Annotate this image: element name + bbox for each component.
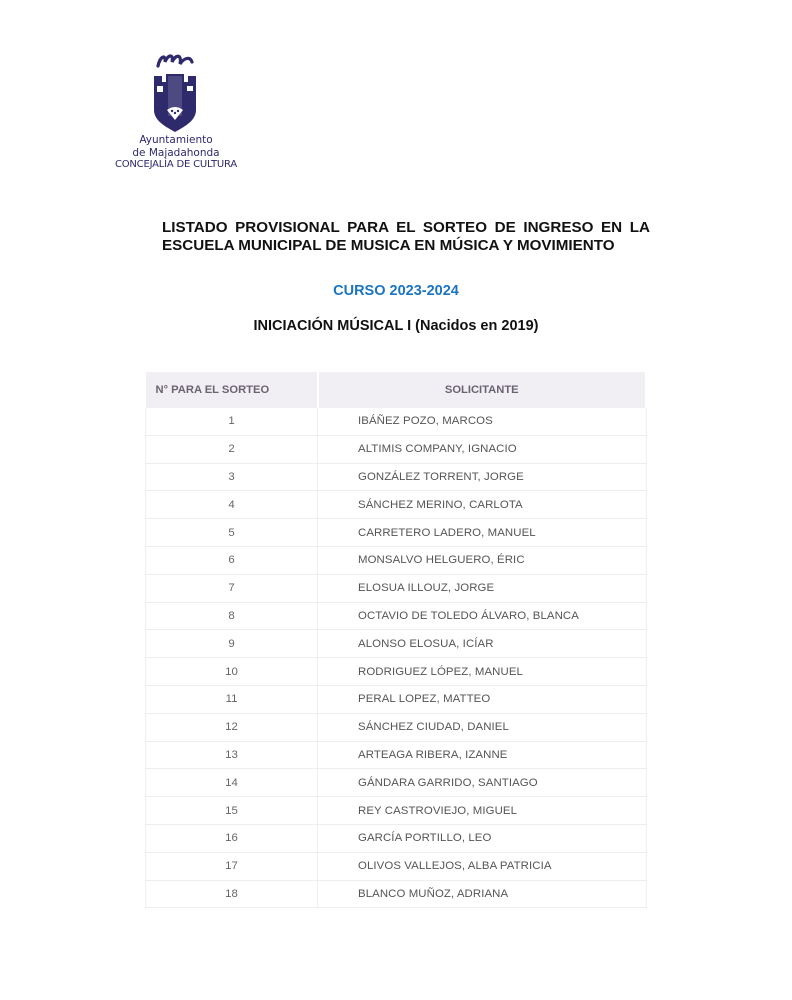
table-row bbox=[146, 546, 647, 574]
draw-number: 18 bbox=[146, 880, 318, 908]
applicant-name: OLIVOS VALLEJOS, ALBA PATRICIA bbox=[318, 852, 647, 880]
applicant-name: OCTAVIO DE TOLEDO ÁLVARO, BLANCA bbox=[318, 602, 647, 630]
applicant-name: ALONSO ELOSUA, ICÍAR bbox=[318, 630, 647, 658]
table-row bbox=[146, 685, 647, 713]
logo bbox=[108, 50, 244, 175]
table-row bbox=[146, 630, 647, 658]
table-row bbox=[146, 602, 647, 630]
applicant-name: GARCÍA PORTILLO, LEO bbox=[318, 824, 647, 852]
title-line-1: LISTADO PROVISIONAL PARA EL SORTEO DE INGRESO EN LA bbox=[162, 219, 650, 236]
table-row bbox=[146, 435, 647, 463]
table-row bbox=[146, 408, 647, 435]
draw-number: 4 bbox=[146, 491, 318, 519]
table-row bbox=[146, 741, 647, 769]
applicant-name: RODRIGUEZ LÓPEZ, MANUEL bbox=[318, 658, 647, 686]
table-row bbox=[146, 852, 647, 880]
table-row bbox=[146, 797, 647, 825]
logo-text bbox=[108, 134, 244, 172]
applicant-name: PERAL LOPEZ, MATTEO bbox=[318, 685, 647, 713]
table-row bbox=[146, 880, 647, 908]
applicant-name: CARRETERO LADERO, MANUEL bbox=[318, 519, 647, 547]
table-row bbox=[146, 519, 647, 547]
draw-number: 15 bbox=[146, 797, 318, 825]
table-row bbox=[146, 713, 647, 741]
applicant-name: SÁNCHEZ MERINO, CARLOTA bbox=[318, 491, 647, 519]
draw-number: 17 bbox=[146, 852, 318, 880]
draw-number: 9 bbox=[146, 630, 318, 658]
draw-number: 3 bbox=[146, 463, 318, 491]
draw-number: 14 bbox=[146, 769, 318, 797]
draw-number: 5 bbox=[146, 519, 318, 547]
draw-number: 12 bbox=[146, 713, 318, 741]
table-header-row bbox=[146, 372, 647, 408]
applicants-table bbox=[145, 372, 647, 908]
draw-number: 8 bbox=[146, 602, 318, 630]
draw-number: 6 bbox=[146, 546, 318, 574]
table-row bbox=[146, 491, 647, 519]
applicant-name: IBÁÑEZ POZO, MARCOS bbox=[318, 408, 647, 435]
draw-number: 10 bbox=[146, 658, 318, 686]
header-draw-number: N° PARA EL SORTEO bbox=[146, 372, 318, 408]
applicant-name: GÁNDARA GARRIDO, SANTIAGO bbox=[318, 769, 647, 797]
applicant-name: ELOSUA ILLOUZ, JORGE bbox=[318, 574, 647, 602]
applicant-name: ALTIMIS COMPANY, IGNACIO bbox=[318, 435, 647, 463]
draw-number: 2 bbox=[146, 435, 318, 463]
draw-number: 1 bbox=[146, 408, 318, 435]
logo-line-1: Ayuntamiento bbox=[139, 134, 213, 146]
logo-line-3: CONCEJALÍA DE CULTURA bbox=[114, 159, 238, 170]
table-row bbox=[146, 658, 647, 686]
table-row bbox=[146, 463, 647, 491]
draw-number: 16 bbox=[146, 824, 318, 852]
applicant-name: BLANCO MUÑOZ, ADRIANA bbox=[318, 880, 647, 908]
applicant-name: REY CASTROVIEJO, MIGUEL bbox=[318, 797, 647, 825]
applicant-name: SÁNCHEZ CIUDAD, DANIEL bbox=[318, 713, 647, 741]
course-year: CURSO 2023-2024 bbox=[333, 283, 459, 299]
header-applicant: SOLICITANTE bbox=[318, 372, 647, 408]
draw-number: 13 bbox=[146, 741, 318, 769]
document-title bbox=[162, 219, 650, 255]
applicant-name: ARTEAGA RIBERA, IZANNE bbox=[318, 741, 647, 769]
table-row bbox=[146, 769, 647, 797]
applicant-name: GONZÁLEZ TORRENT, JORGE bbox=[318, 463, 647, 491]
logo-line-2: de Majadahonda bbox=[132, 146, 220, 159]
table-row bbox=[146, 824, 647, 852]
table-row bbox=[146, 574, 647, 602]
course-subtitle: INICIACIÓN MÚSICAL I (Nacidos en 2019) bbox=[253, 318, 539, 334]
draw-number: 7 bbox=[146, 574, 318, 602]
applicant-name: MONSALVO HELGUERO, ÉRIC bbox=[318, 546, 647, 574]
draw-number: 11 bbox=[146, 685, 318, 713]
title-line-2: ESCUELA MUNICIPAL DE MUSICA EN MÚSICA Y MOVIMIENTO bbox=[162, 237, 615, 254]
coat-of-arms-icon bbox=[150, 52, 200, 134]
